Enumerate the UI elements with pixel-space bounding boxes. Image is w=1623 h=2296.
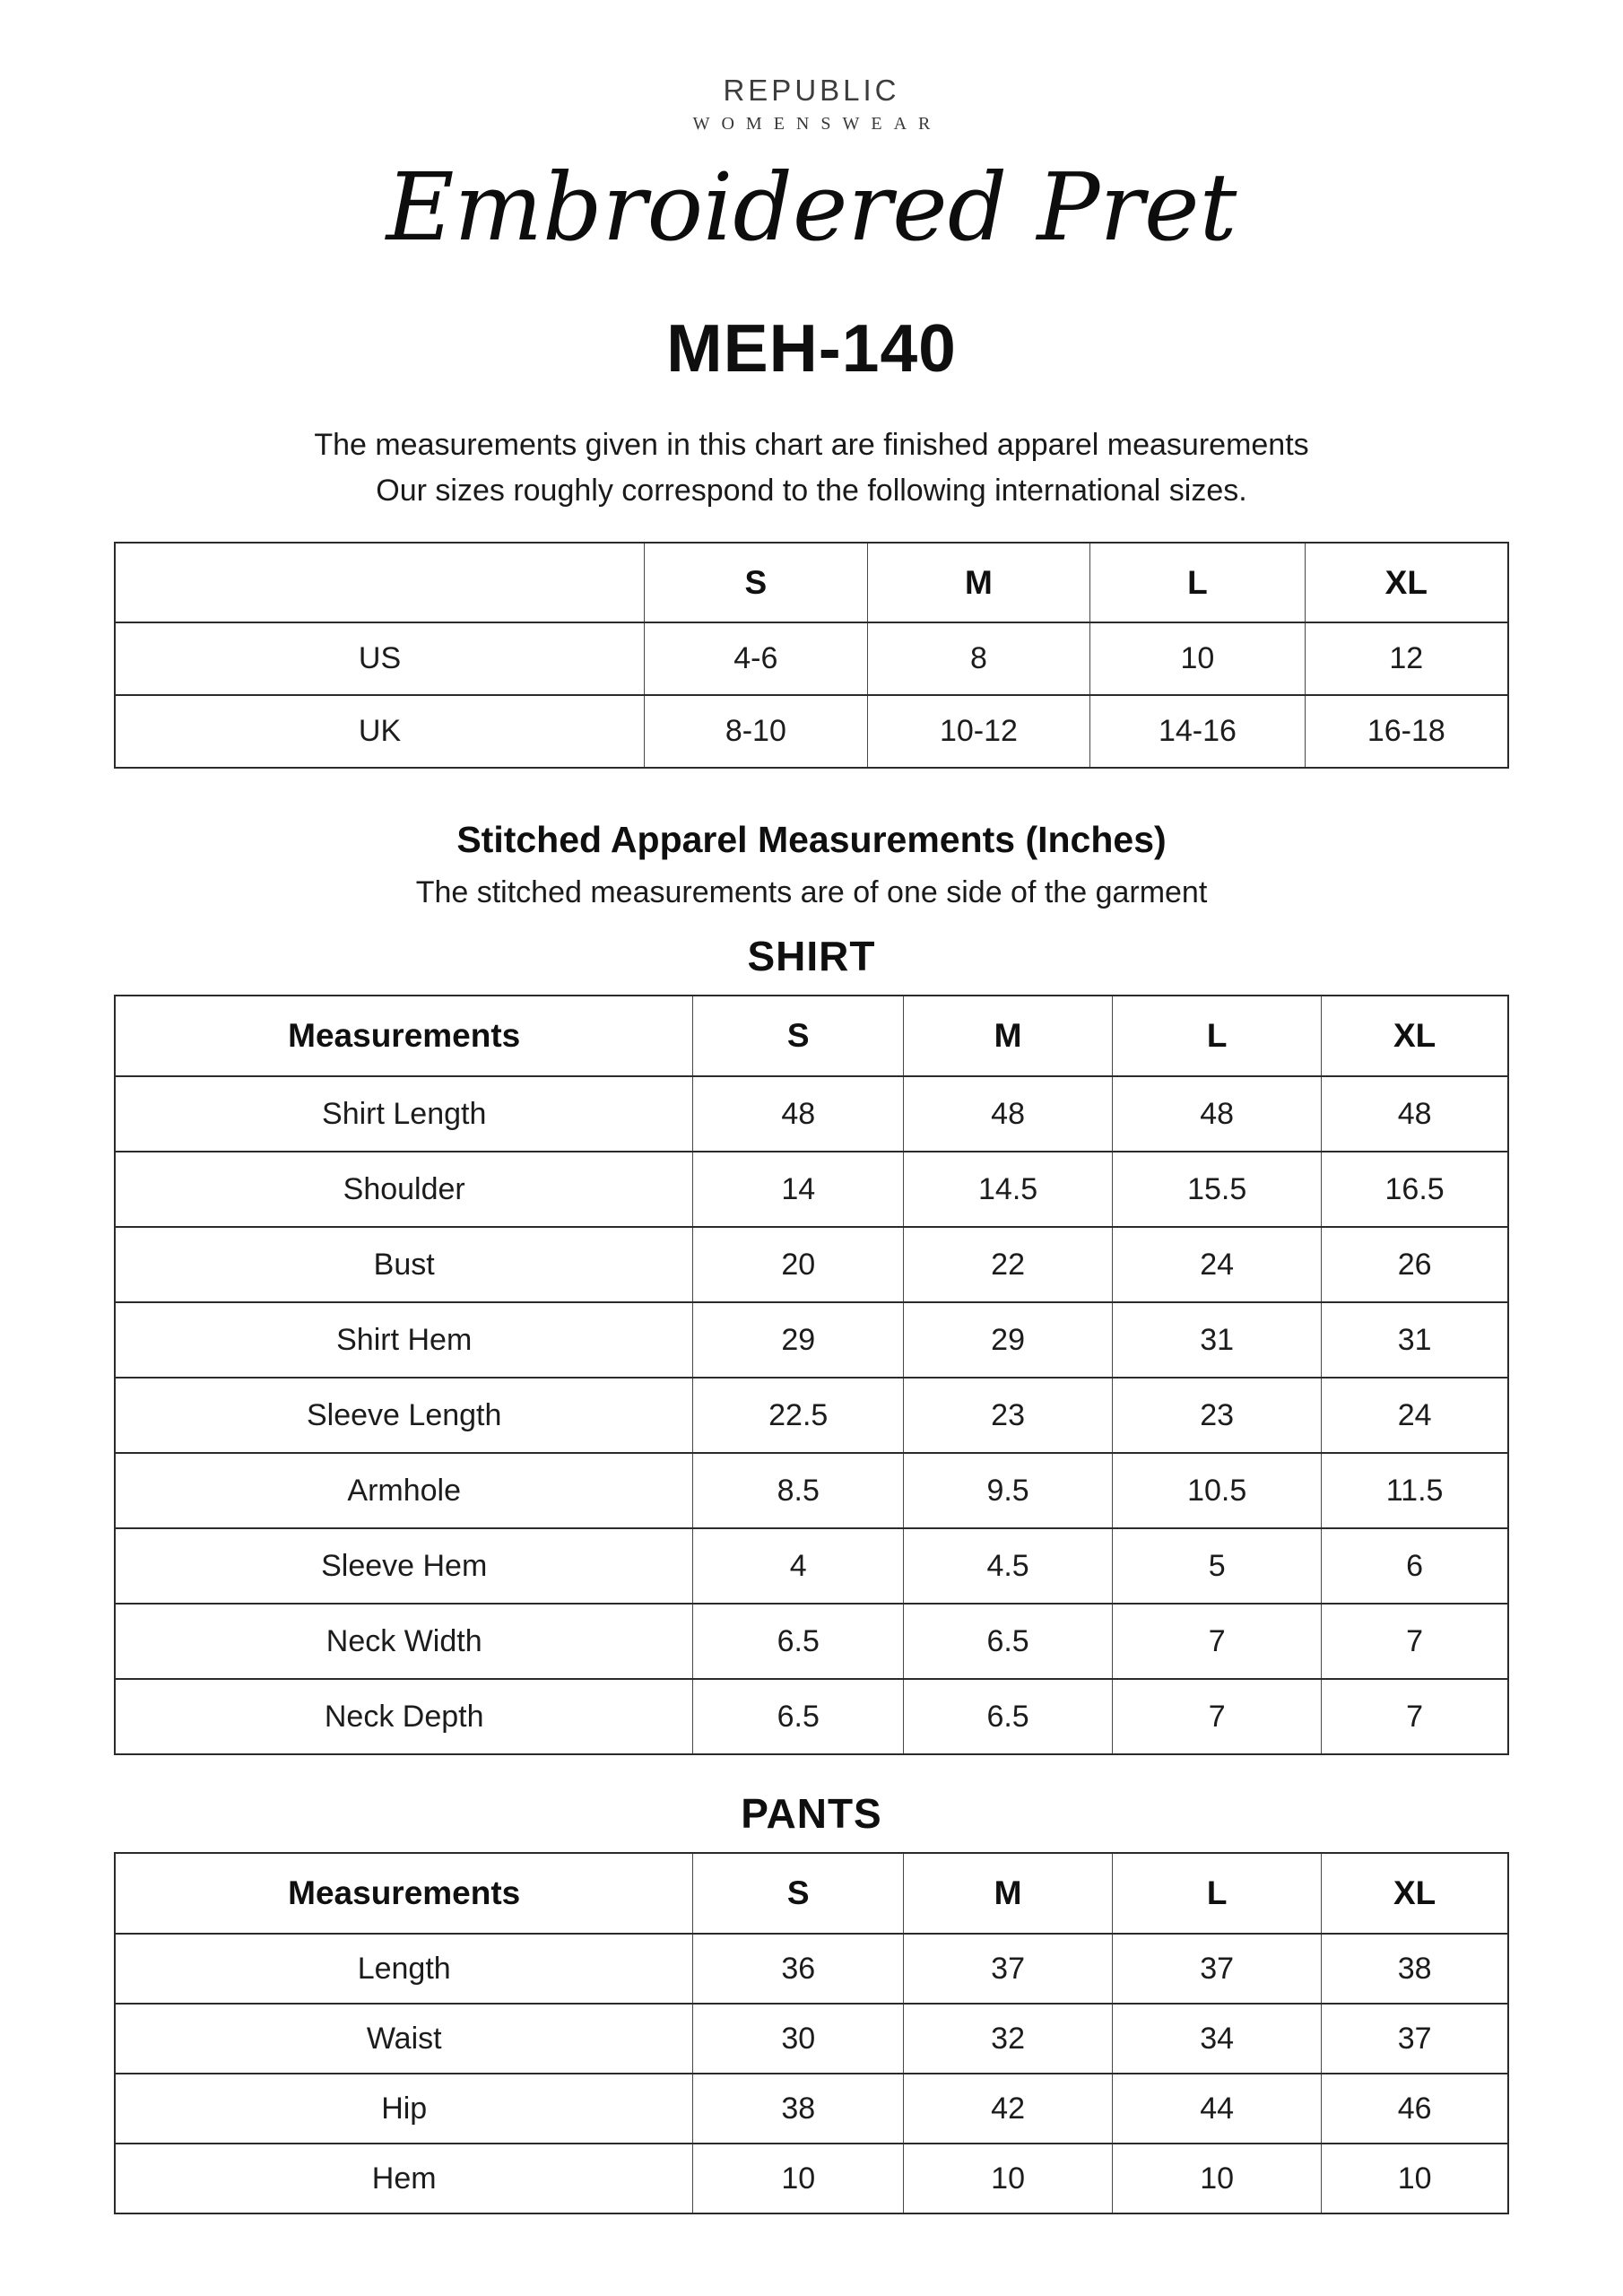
shirt-table-title: SHIRT — [747, 933, 876, 980]
row-label-cell: Hip — [115, 2074, 693, 2144]
table-row-shoulder — [115, 1152, 1508, 1227]
value-cell: 29 — [693, 1302, 904, 1378]
stitched-section-title: Stitched Apparel Measurements (Inches) — [456, 819, 1167, 861]
intro-line-2: Our sizes roughly correspond to the following international sizes. — [376, 474, 1247, 509]
brand-header — [0, 0, 1623, 275]
value-cell: 32 — [904, 2004, 1113, 2074]
table-row-neck-width — [115, 1604, 1508, 1679]
brand-name: REPUBLIC — [723, 74, 900, 107]
measurements-column-header: Measurements — [115, 996, 693, 1076]
product-code: MEH-140 — [666, 309, 957, 386]
value-cell: 15.5 — [1113, 1152, 1322, 1227]
table-row-waist — [115, 2004, 1508, 2074]
size-column-header-m: M — [867, 543, 1090, 622]
size-column-header-xl: XL — [1322, 1853, 1508, 1934]
value-cell: 23 — [904, 1378, 1113, 1453]
value-cell: 37 — [1113, 1934, 1322, 2004]
value-cell: 48 — [904, 1076, 1113, 1152]
value-cell: 10 — [1322, 2144, 1508, 2213]
value-cell: 38 — [1322, 1934, 1508, 2004]
value-cell: 4-6 — [645, 622, 868, 695]
size-column-header-m: M — [904, 1853, 1113, 1934]
row-label-cell: Sleeve Hem — [115, 1528, 693, 1604]
value-cell: 9.5 — [904, 1453, 1113, 1528]
row-label-cell: Sleeve Length — [115, 1378, 693, 1453]
row-label-cell: Waist — [115, 2004, 693, 2074]
size-column-header-m: M — [904, 996, 1113, 1076]
value-cell: 10 — [1113, 2144, 1322, 2213]
value-cell: 31 — [1113, 1302, 1322, 1378]
size-column-header-xl: XL — [1305, 543, 1508, 622]
table-row-hem — [115, 2144, 1508, 2213]
value-cell: 6.5 — [904, 1679, 1113, 1754]
shirt-measurements-table — [114, 995, 1509, 1755]
value-cell: 24 — [1113, 1227, 1322, 1302]
value-cell: 14.5 — [904, 1152, 1113, 1227]
table-row-armhole — [115, 1453, 1508, 1528]
intro-line-1: The measurements given in this chart are finished apparel measurements — [314, 427, 1309, 462]
value-cell: 44 — [1113, 2074, 1322, 2144]
value-cell: 14-16 — [1090, 695, 1305, 768]
value-cell: 7 — [1113, 1604, 1322, 1679]
measurements-column-header: Measurements — [115, 1853, 693, 1934]
value-cell: 6 — [1322, 1528, 1508, 1604]
value-cell: 11.5 — [1322, 1453, 1508, 1528]
table-row-neck-depth — [115, 1679, 1508, 1754]
value-cell: 10 — [904, 2144, 1113, 2213]
value-cell: 36 — [693, 1934, 904, 2004]
size-column-header-s: S — [645, 543, 868, 622]
value-cell: 7 — [1322, 1679, 1508, 1754]
row-label-cell: Neck Width — [115, 1604, 693, 1679]
size-column-header-l: L — [1113, 1853, 1322, 1934]
table-header-row — [115, 996, 1508, 1076]
table-row-uk — [115, 695, 1508, 768]
table-row-bust — [115, 1227, 1508, 1302]
row-label-cell: Bust — [115, 1227, 693, 1302]
size-column-header-xl: XL — [1322, 996, 1508, 1076]
table-header-row — [115, 1853, 1508, 1934]
size-column-header-s: S — [693, 996, 904, 1076]
size-column-header-l: L — [1090, 543, 1305, 622]
value-cell: 37 — [1322, 2004, 1508, 2074]
value-cell: 4.5 — [904, 1528, 1113, 1604]
value-cell: 23 — [1113, 1378, 1322, 1453]
row-label-cell: Shirt Length — [115, 1076, 693, 1152]
value-cell: 22 — [904, 1227, 1113, 1302]
row-label-cell: Shirt Hem — [115, 1302, 693, 1378]
value-cell: 48 — [1322, 1076, 1508, 1152]
value-cell: 6.5 — [693, 1679, 904, 1754]
value-cell: 7 — [1113, 1679, 1322, 1754]
value-cell: 8-10 — [645, 695, 868, 768]
value-cell: 34 — [1113, 2004, 1322, 2074]
pants-table-title: PANTS — [741, 1790, 882, 1838]
table-row-hip — [115, 2074, 1508, 2144]
table-row-us — [115, 622, 1508, 695]
stitched-section-subtitle: The stitched measurements are of one side of the garment — [415, 875, 1208, 910]
international-sizes-table — [114, 542, 1509, 769]
pants-measurements-table — [114, 1852, 1509, 2214]
value-cell: 7 — [1322, 1604, 1508, 1679]
value-cell: 10 — [1090, 622, 1305, 695]
row-label-cell: Neck Depth — [115, 1679, 693, 1754]
size-column-header-s: S — [693, 1853, 904, 1934]
size-column-header-l: L — [1113, 996, 1322, 1076]
value-cell: 37 — [904, 1934, 1113, 2004]
table-row-sleeve-hem — [115, 1528, 1508, 1604]
row-label-cell: Shoulder — [115, 1152, 693, 1227]
value-cell: 29 — [904, 1302, 1113, 1378]
value-cell: 16-18 — [1305, 695, 1508, 768]
value-cell: 31 — [1322, 1302, 1508, 1378]
row-label-cell: Armhole — [115, 1453, 693, 1528]
value-cell: 22.5 — [693, 1378, 904, 1453]
corner-cell — [115, 543, 645, 622]
row-label-cell: Length — [115, 1934, 693, 2004]
brand-division: WOMENSWEAR — [692, 114, 942, 134]
value-cell: 6.5 — [693, 1604, 904, 1679]
row-label-cell: UK — [115, 695, 645, 768]
table-row-shirt-length — [115, 1076, 1508, 1152]
value-cell: 24 — [1322, 1378, 1508, 1453]
value-cell: 46 — [1322, 2074, 1508, 2144]
table-row-length — [115, 1934, 1508, 2004]
value-cell: 16.5 — [1322, 1152, 1508, 1227]
value-cell: 48 — [1113, 1076, 1322, 1152]
value-cell: 5 — [1113, 1528, 1322, 1604]
value-cell: 42 — [904, 2074, 1113, 2144]
table-row-shirt-hem — [115, 1302, 1508, 1378]
table-header-row — [115, 543, 1508, 622]
value-cell: 38 — [693, 2074, 904, 2144]
intro-text — [0, 422, 1623, 515]
value-cell: 8.5 — [693, 1453, 904, 1528]
collection-title-script: Embroidered Pret — [386, 152, 1237, 262]
value-cell: 10 — [693, 2144, 904, 2213]
row-label-cell: Hem — [115, 2144, 693, 2213]
value-cell: 8 — [867, 622, 1090, 695]
value-cell: 30 — [693, 2004, 904, 2074]
value-cell: 48 — [693, 1076, 904, 1152]
value-cell: 10.5 — [1113, 1453, 1322, 1528]
table-row-sleeve-length — [115, 1378, 1508, 1453]
value-cell: 26 — [1322, 1227, 1508, 1302]
row-label-cell: US — [115, 622, 645, 695]
value-cell: 12 — [1305, 622, 1508, 695]
value-cell: 6.5 — [904, 1604, 1113, 1679]
value-cell: 10-12 — [867, 695, 1090, 768]
value-cell: 14 — [693, 1152, 904, 1227]
value-cell: 4 — [693, 1528, 904, 1604]
value-cell: 20 — [693, 1227, 904, 1302]
